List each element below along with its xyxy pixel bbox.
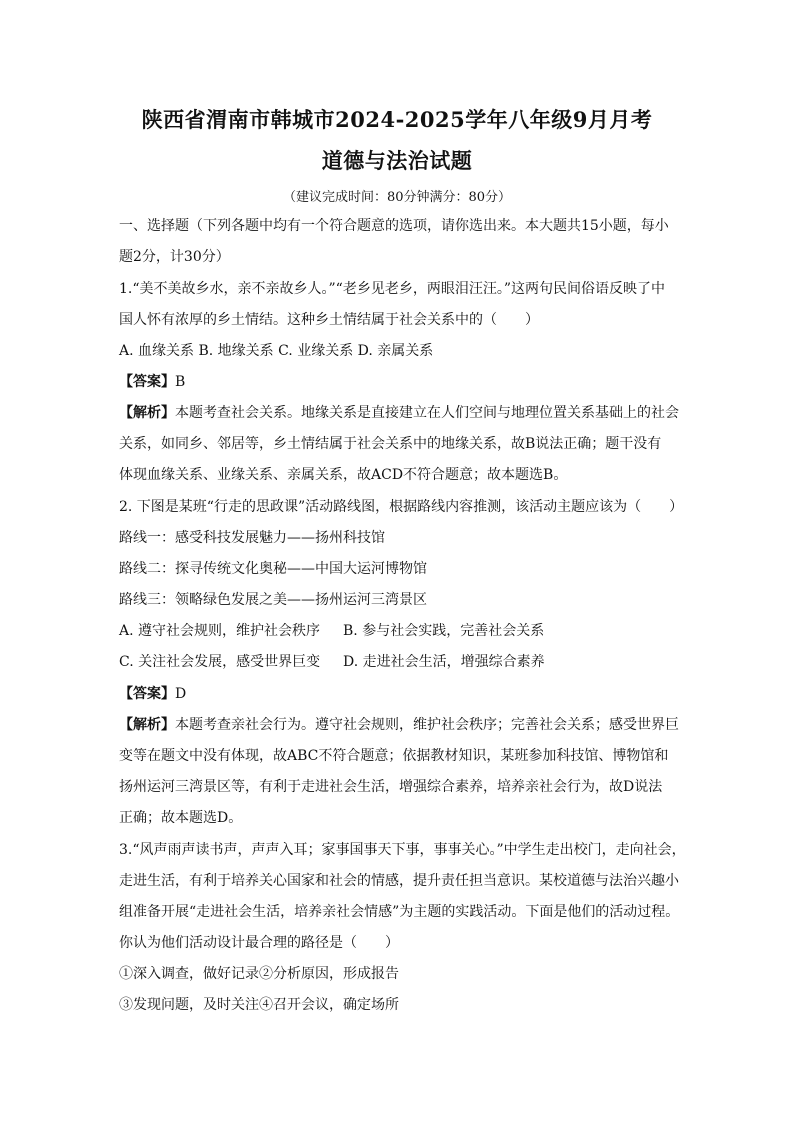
question-2-route-2: 路线二：探寻传统文化奥秘——中国大运河博物馆 [119, 561, 427, 577]
question-1-options: A. 血缘关系 B. 地缘关系 C. 业缘关系 D. 亲属关系 [119, 343, 434, 359]
analysis-text: 本题考查亲社会行为。遵守社会规则，维护社会秩序；完善社会关系；感受世界巨 [175, 717, 679, 733]
question-2-analysis-cont: 扬州运河三湾景区等，有利于走进社会生活，增强综合素养，培养亲社会行为，故D说法 [119, 779, 663, 795]
question-2-analysis-cont: 变等在题文中没有体现，故ABC不符合题意；依据教材知识，某班参加科技馆、博物馆和 [119, 748, 669, 764]
exam-time-note: （建议完成时间：80分钟满分：80分） [282, 190, 512, 205]
section-heading: 一、选择题（下列各题中均有一个符合题意的选项，请你选出来。本大题共15小题，每小 [119, 218, 669, 234]
question-2-analysis-cont: 正确；故本题选D。 [119, 810, 243, 826]
question-1-stem: 1.“美不美故乡水，亲不亲故乡人。”“老乡见老乡，两眼泪汪汪。”这两句民间俗语反映了中 [119, 281, 665, 297]
question-2-route-3: 路线三：领略绿色发展之美——扬州运河三湾景区 [119, 592, 427, 608]
question-3-steps: ①深入调查，做好记录②分析原因，形成报告 [119, 966, 399, 982]
question-1-analysis [119, 403, 689, 423]
question-2-analysis [119, 715, 689, 735]
question-3-stem-cont: 走进生活，有利于培养关心国家和社会的情感，提升责任担当意识。某校道德与法治兴趣小 [119, 873, 679, 889]
analysis-tag: 【解析】 [119, 405, 175, 421]
answer-value: B [175, 374, 186, 390]
question-2-route-1: 路线一：感受科技发展魅力——扬州科技馆 [119, 530, 385, 546]
question-2-option-b: B. 参与社会实践，完善社会关系 [343, 623, 545, 639]
question-2-option-c: C. 关注社会发展，感受世界巨变 [119, 654, 321, 670]
answer-value: D [175, 686, 187, 702]
question-1-answer [119, 372, 689, 392]
analysis-tag: 【解析】 [119, 717, 175, 733]
question-1-analysis-cont: 体现血缘关系、业缘关系、亲属关系，故ACD不符合题意；故本题选B。 [119, 467, 568, 483]
answer-tag: 【答案】 [119, 686, 175, 702]
question-3-steps-cont: ③发现问题，及时关注④召开会议，确定场所 [119, 997, 399, 1013]
exam-subject-title: 道德与法治试题 [321, 148, 473, 173]
question-2-answer [119, 684, 689, 704]
question-3-stem-cont: 组准备开展“走进社会生活，培养亲社会情感”为主题的实践活动。下面是他们的活动过程。 [119, 904, 680, 920]
question-2-option-a: A. 遵守社会规则，维护社会秩序 [119, 623, 321, 639]
answer-tag: 【答案】 [119, 374, 175, 390]
question-1-analysis-cont: 关系，如同乡、邻居等，乡土情结属于社会关系中的地缘关系，故B说法正确；题干没有 [119, 436, 662, 452]
question-2-option-d: D. 走进社会生活，增强综合素养 [343, 654, 545, 670]
question-2-stem: 2. 下图是某班“行走的思政课”活动路线图，根据路线内容推测，该活动主题应该为（ ） [119, 499, 684, 515]
question-3-stem-cont: 你认为他们活动设计最合理的路径是（ ） [119, 935, 399, 951]
exam-title: 陕西省渭南市韩城市2024-2025学年八年级9月月考 [141, 107, 653, 132]
question-1-stem-cont: 国人怀有浓厚的乡土情结。这种乡土情结属于社会关系中的（ ） [119, 312, 539, 328]
section-heading-cont: 题2分，计30分） [119, 249, 230, 265]
question-3-stem: 3.“风声雨声读书声，声声入耳；家事国事天下事，事事关心。”中学生走出校门，走向社会， [119, 842, 686, 858]
analysis-text: 本题考查社会关系。地缘关系是直接建立在人们空间与地理位置关系基础上的社会 [175, 405, 679, 421]
